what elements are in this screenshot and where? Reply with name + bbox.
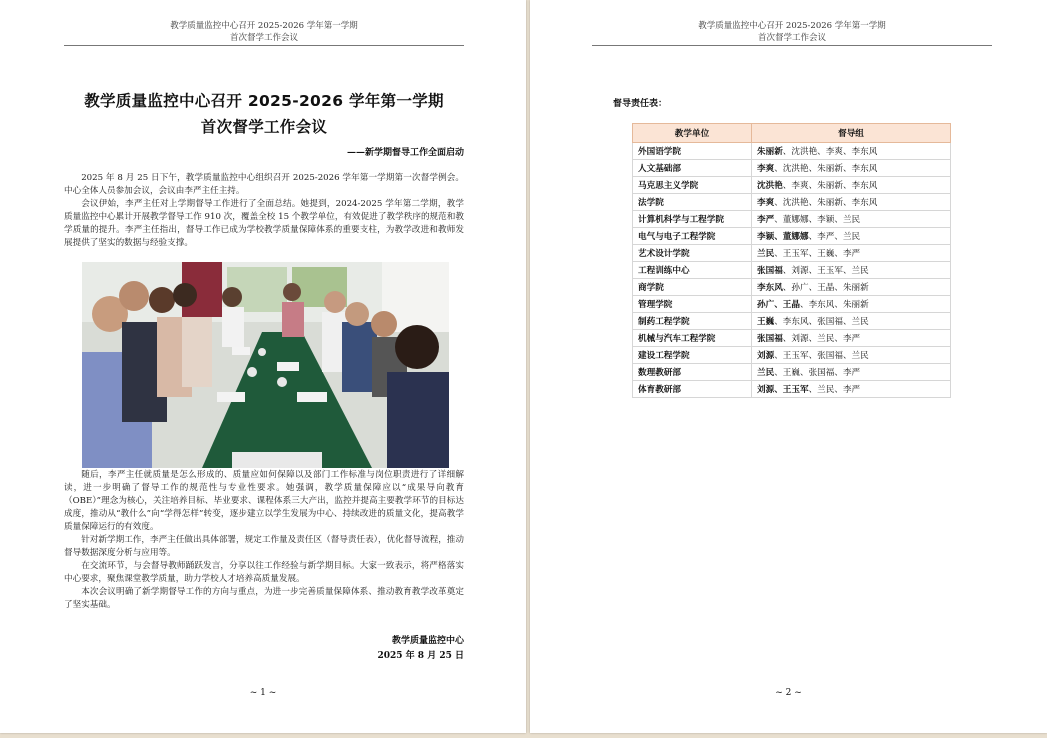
table-row xyxy=(633,194,951,211)
paragraph: 会议伊始，李严主任对上学期督导工作进行了全面总结。她提到，2024-2025 学年第二学期，教学质量监控中心累计开展教学督导工作 910 次，覆盖全校 15 个教学单位，有效促进了教学秩序的规范和教学质量的提升。李严主任指出，督导工作已成为学校教学质量保障体系的重要支柱，为教学改进和教师发展提供了坚实的数据与经验支撑。 xyxy=(64,199,464,248)
table-row xyxy=(633,211,951,228)
group-members: 、董娜娜、李颖、兰民 xyxy=(774,215,861,225)
unit-cell: 商学院 xyxy=(633,279,752,296)
table-row xyxy=(633,347,951,364)
page-number: ~ 1 ~ xyxy=(249,688,277,698)
group-cell xyxy=(752,262,951,279)
group-leader: 李爽 xyxy=(757,164,775,174)
table-row xyxy=(633,279,951,296)
group-leader: 李颖、董娜娜 xyxy=(757,232,809,242)
table-row xyxy=(633,245,951,262)
group-members: 、李东风、朱丽新 xyxy=(799,300,869,310)
group-leader: 李东风 xyxy=(757,283,783,293)
unit-cell: 建设工程学院 xyxy=(633,347,752,364)
article-title xyxy=(64,88,464,140)
column-header-group: 督导组 xyxy=(752,124,951,143)
group-members: 、李东风、张国福、兰民 xyxy=(774,317,869,327)
group-members: 、李严、兰民 xyxy=(808,232,861,242)
unit-cell: 制药工程学院 xyxy=(633,313,752,330)
group-members: 、兰民、李严 xyxy=(808,385,861,395)
group-leader: 张国福 xyxy=(757,266,783,276)
meeting-photo xyxy=(82,262,449,468)
group-leader: 孙广、王晶 xyxy=(757,300,800,310)
group-members: 、李爽、朱丽新、李东风 xyxy=(782,181,878,191)
paragraph: 2025 年 8 月 25 日下午，教学质量监控中心组织召开 2025-2026 学年第一学期第一次督学例会。中心全体人员参加会议，会议由李严主任主持。 xyxy=(64,173,464,196)
table-row xyxy=(633,228,951,245)
group-cell xyxy=(752,211,951,228)
page-number: ~ 2 ~ xyxy=(775,688,802,698)
group-cell xyxy=(752,279,951,296)
group-members: 、沈洪艳、朱丽新、李东风 xyxy=(774,164,878,174)
unit-cell: 法学院 xyxy=(633,194,752,211)
body-text-bottom xyxy=(64,469,464,612)
header-line-2: 首次督学工作会议 xyxy=(757,33,826,43)
table-row xyxy=(633,330,951,347)
group-cell xyxy=(752,143,951,160)
title-line-2: 首次督学工作会议 xyxy=(200,118,328,136)
group-cell xyxy=(752,194,951,211)
column-header-unit: 教学单位 xyxy=(633,124,752,143)
group-cell xyxy=(752,160,951,177)
table-row xyxy=(633,381,951,398)
paragraph: 在交流环节，与会督导教师踊跃发言，分享以往工作经验与新学期目标。大家一致表示，将严格落实中心要求，聚焦课堂教学质量，助力学校人才培养高质量发展。 xyxy=(64,561,464,584)
table-row xyxy=(633,296,951,313)
unit-cell: 人文基础部 xyxy=(633,160,752,177)
duty-table xyxy=(632,123,951,398)
header-line-1: 教学质量监控中心召开 2025-2026 学年第一学期 xyxy=(170,21,358,31)
group-cell xyxy=(752,177,951,194)
table-row xyxy=(633,262,951,279)
unit-cell: 体育教研部 xyxy=(633,381,752,398)
group-leader: 兰民 xyxy=(757,368,775,378)
unit-cell: 艺术设计学院 xyxy=(633,245,752,262)
table-row xyxy=(633,313,951,330)
table-row xyxy=(633,177,951,194)
group-members: 、王玉军、张国福、兰民 xyxy=(774,351,869,361)
signature-date: 2025 年 8 月 25 日 xyxy=(377,651,464,661)
unit-cell: 马克思主义学院 xyxy=(633,177,752,194)
group-members: 、沈洪艳、朱丽新、李东风 xyxy=(774,198,878,208)
group-members: 、王玉军、王巍、李严 xyxy=(774,249,861,259)
running-header xyxy=(64,20,464,46)
unit-cell: 计算机科学与工程学院 xyxy=(633,211,752,228)
table-row xyxy=(633,160,951,177)
group-leader: 刘源、王玉军 xyxy=(757,385,809,395)
group-members: 、刘源、兰民、李严 xyxy=(782,334,861,344)
paragraph: 针对新学期工作，李严主任做出具体部署，规定工作量及责任区（督导责任表），优化督导流程，推动督导数据深度分析与应用等。 xyxy=(64,535,464,558)
article-subtitle: ——新学期督导工作全面启动 xyxy=(346,148,464,158)
group-cell xyxy=(752,381,951,398)
running-header xyxy=(592,20,992,46)
group-cell xyxy=(752,347,951,364)
document-page-2 xyxy=(530,0,1047,733)
group-leader: 刘源 xyxy=(757,351,775,361)
table-header-row xyxy=(633,124,951,143)
group-members: 、刘源、王玉军、兰民 xyxy=(782,266,869,276)
title-line-1: 教学质量监控中心召开 2025-2026 学年第一学期 xyxy=(84,92,444,110)
table-row xyxy=(633,143,951,160)
group-cell xyxy=(752,296,951,313)
unit-cell: 数理教研部 xyxy=(633,364,752,381)
header-line-1: 教学质量监控中心召开 2025-2026 学年第一学期 xyxy=(698,21,886,31)
group-cell xyxy=(752,245,951,262)
group-members: 、沈洪艳、李爽、李东风 xyxy=(782,147,878,157)
duty-table-label: 督导责任表： xyxy=(613,99,668,109)
meeting-photo-illustration xyxy=(82,262,449,468)
unit-cell: 电气与电子工程学院 xyxy=(633,228,752,245)
group-leader: 李严 xyxy=(757,215,775,225)
group-leader: 张国福 xyxy=(757,334,783,344)
group-leader: 王巍 xyxy=(757,317,775,327)
table-row xyxy=(633,364,951,381)
duty-table-body xyxy=(633,143,951,398)
group-leader: 沈洪艳 xyxy=(757,181,783,191)
header-line-2: 首次督学工作会议 xyxy=(229,33,298,43)
document-page-1 xyxy=(0,0,526,733)
group-leader: 李爽 xyxy=(757,198,775,208)
unit-cell: 管理学院 xyxy=(633,296,752,313)
unit-cell: 机械与汽车工程学院 xyxy=(633,330,752,347)
group-cell xyxy=(752,364,951,381)
group-leader: 兰民 xyxy=(757,249,775,259)
group-cell xyxy=(752,228,951,245)
paragraph: 随后，李严主任就质量是怎么形成的、质量应如何保障以及部门工作标准与岗位职责进行了详细解读，进一步明确了督导工作的规范性与专业性要求。她强调，教学质量保障应以“成果导向教育（OBE）”理念为核心，关注培养目标、毕业要求、课程体系三大产出，监控并提高主要教学环节的目标达成度，推动从“教什么”向“学得怎样”转变，逐步建立以学生发展为中心、持续改进的质量文化，提高教学质量保障运行的有效度。 xyxy=(64,470,464,532)
group-cell xyxy=(752,313,951,330)
group-leader: 朱丽新 xyxy=(757,147,783,157)
unit-cell: 工程训练中心 xyxy=(633,262,752,279)
signature-org: 教学质量监控中心 xyxy=(391,636,464,646)
group-cell xyxy=(752,330,951,347)
body-text-top xyxy=(64,172,464,250)
paragraph: 本次会议明确了新学期督导工作的方向与重点，为进一步完善质量保障体系、推动教育教学改革奠定了坚实基础。 xyxy=(64,587,464,610)
unit-cell: 外国语学院 xyxy=(633,143,752,160)
group-members: 、孙广、王晶、朱丽新 xyxy=(782,283,869,293)
group-members: 、王巍、张国福、李严 xyxy=(774,368,861,378)
